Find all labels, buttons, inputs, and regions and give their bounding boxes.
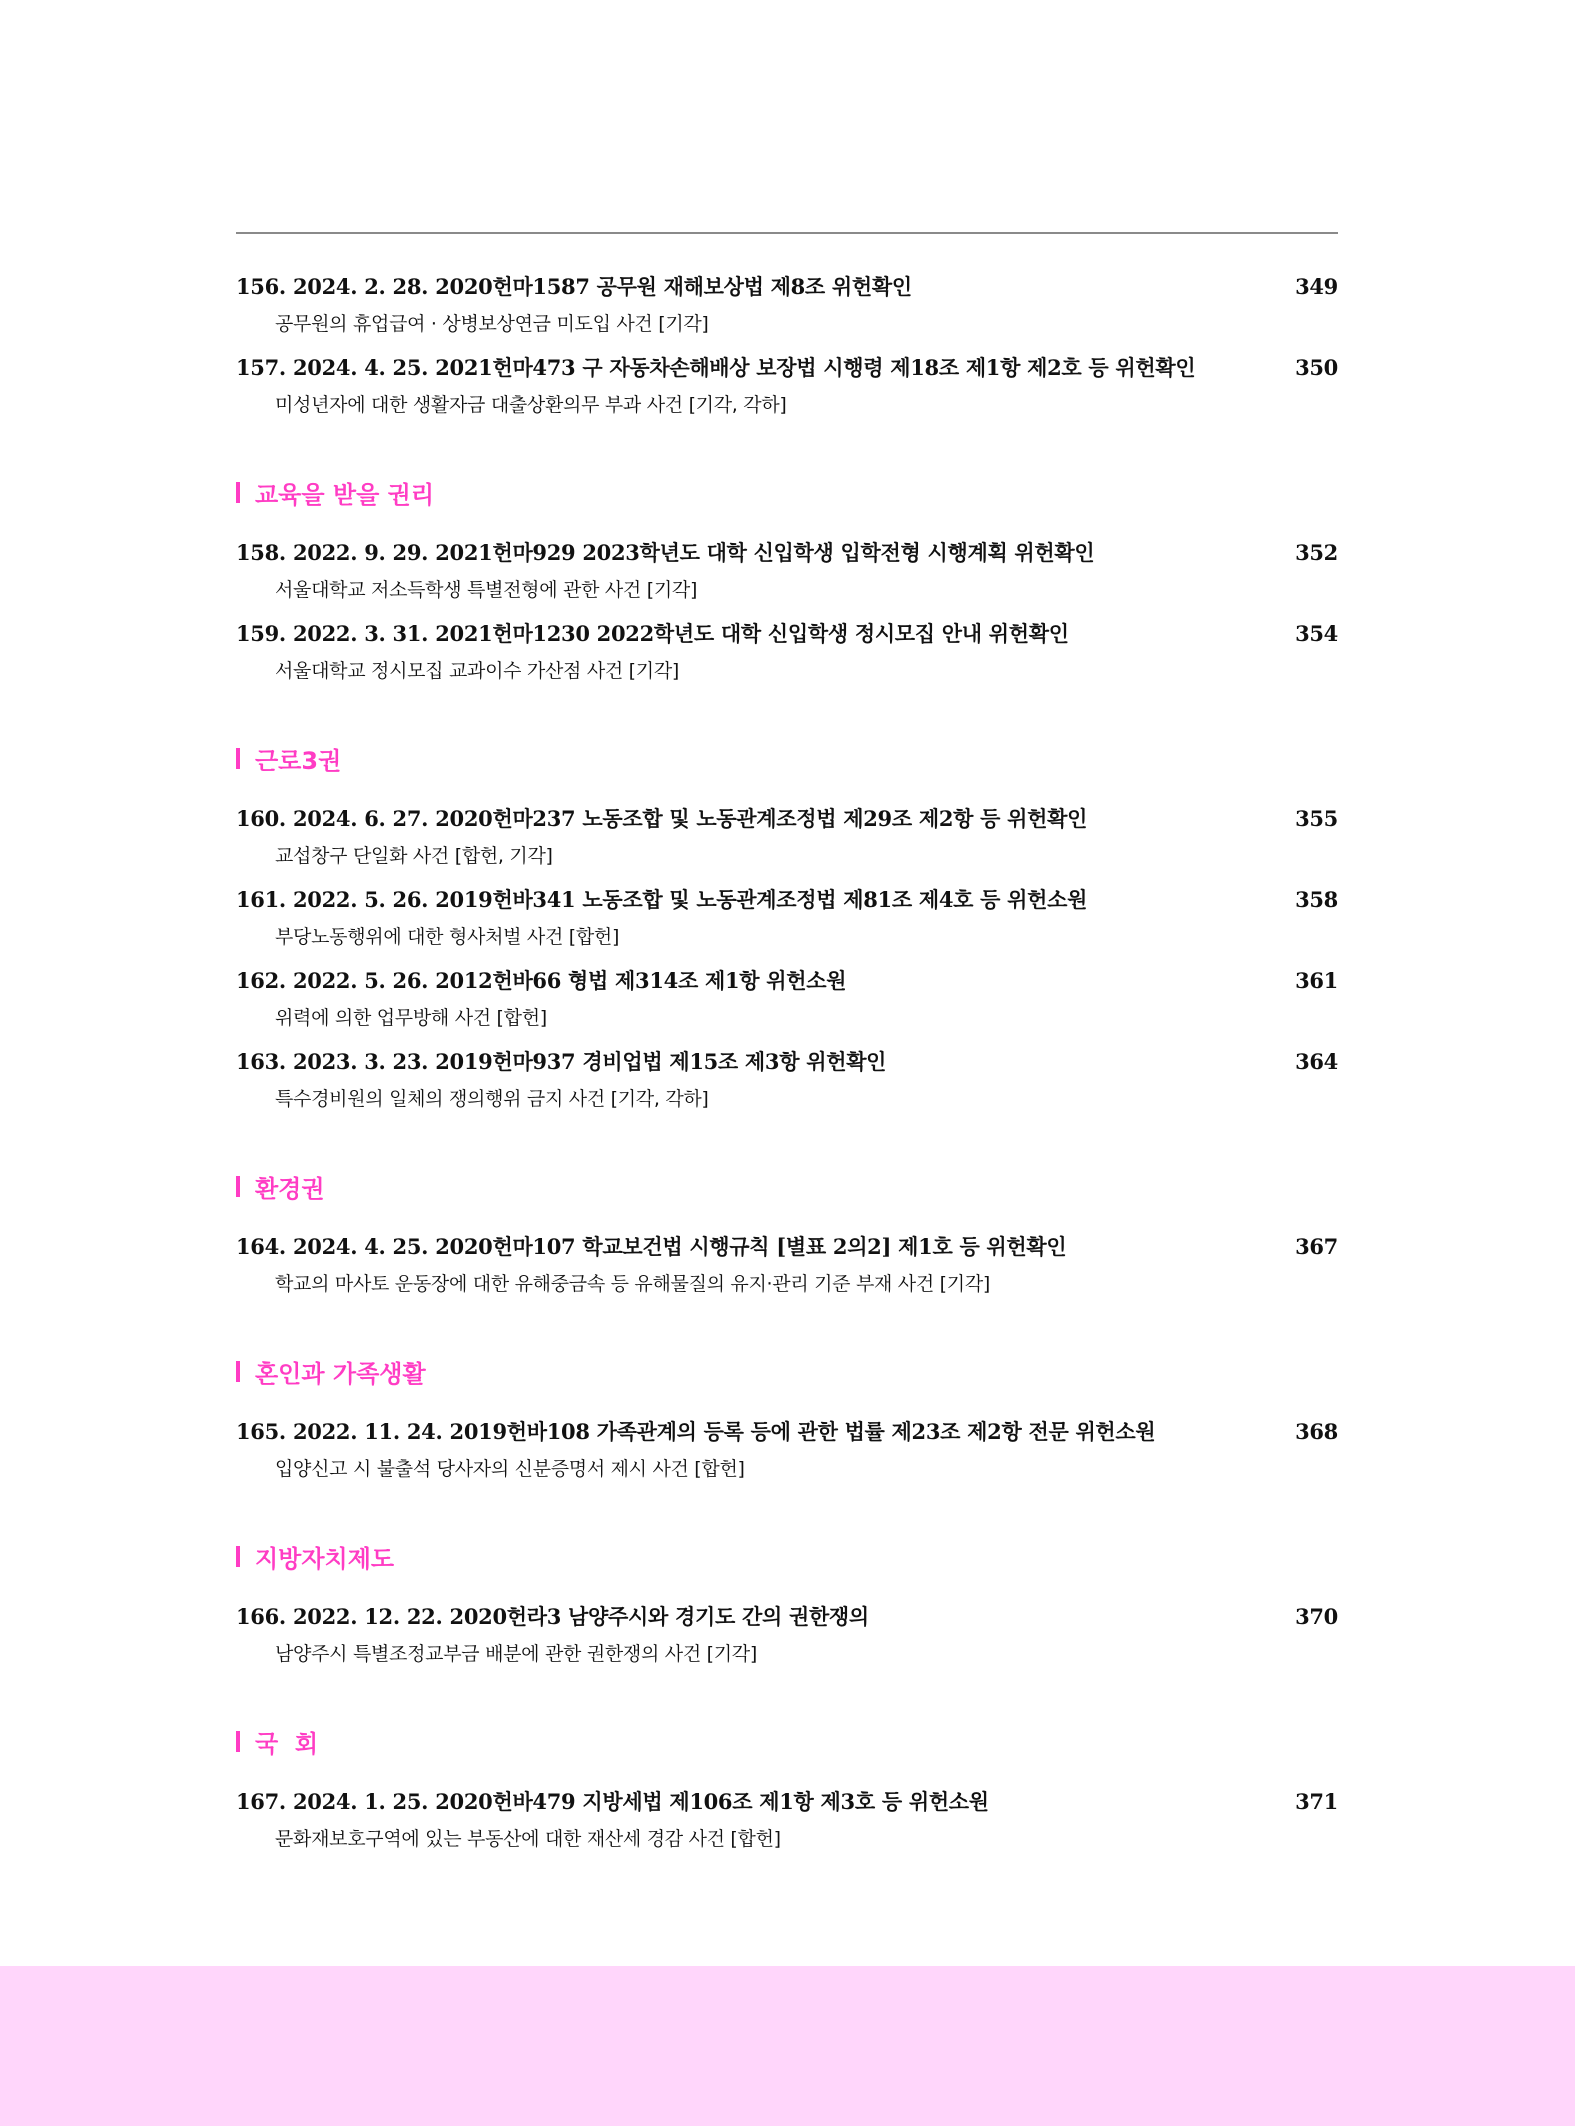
case-title: 164. 2024. 4. 25. 2020헌마107 학교보건법 시행규칙 [별표 2의2] 제1호 등 위헌확인	[236, 1234, 1067, 1259]
toc-entry[interactable]	[236, 538, 1338, 604]
section-heading	[236, 475, 1338, 510]
toc-entry-line	[236, 1787, 1338, 1817]
page-number: 364	[1295, 1049, 1338, 1074]
case-summary: 위력에 의한 업무방해 사건 [합헌]	[275, 1007, 547, 1029]
toc-entry[interactable]	[236, 804, 1338, 870]
toc-entry-line	[236, 272, 1338, 302]
page-number: 349	[1295, 274, 1338, 299]
section-heading	[236, 1539, 1338, 1574]
case-summary: 입양신고 시 불출석 당사자의 신분증명서 제시 사건 [합헌]	[275, 1458, 745, 1480]
toc-entry[interactable]	[236, 1787, 1338, 1853]
page-number: 368	[1295, 1419, 1338, 1444]
section-marker	[236, 1546, 240, 1567]
case-title: 161. 2022. 5. 26. 2019헌바341 노동조합 및 노동관계조정법 제81조 제4호 등 위헌소원	[236, 887, 1088, 912]
case-title: 157. 2024. 4. 25. 2021헌마473 구 자동차손해배상 보장법 시행령 제18조 제1항 제2호 등 위헌확인	[236, 355, 1196, 380]
page-number: 355	[1295, 806, 1338, 831]
page-number: 370	[1295, 1604, 1338, 1629]
case-summary: 교섭창구 단일화 사건 [합헌, 기각]	[275, 845, 553, 867]
section-heading	[236, 1354, 1338, 1389]
case-title: 160. 2024. 6. 27. 2020헌마237 노동조합 및 노동관계조정법 제29조 제2항 등 위헌확인	[236, 806, 1088, 831]
toc-entry-line	[236, 1232, 1338, 1262]
section-heading	[236, 741, 1338, 776]
case-summary: 특수경비원의 일체의 쟁의행위 금지 사건 [기각, 각하]	[275, 1088, 709, 1110]
top-divider	[236, 232, 1338, 234]
toc-entry-line	[236, 804, 1338, 834]
case-title: 165. 2022. 11. 24. 2019헌바108 가족관계의 등록 등에 관한 법률 제23조 제2항 전문 위헌소원	[236, 1419, 1156, 1444]
case-summary: 미성년자에 대한 생활자금 대출상환의무 부과 사건 [기각, 각하]	[275, 394, 787, 416]
case-title: 167. 2024. 1. 25. 2020헌바479 지방세법 제106조 제1항 제3호 등 위헌소원	[236, 1789, 989, 1814]
page-number: 352	[1295, 540, 1338, 565]
case-summary: 부당노동행위에 대한 형사처벌 사건 [합헌]	[275, 926, 620, 948]
section-marker	[236, 482, 240, 503]
toc-entry-line	[236, 619, 1338, 649]
toc-entry[interactable]	[236, 353, 1338, 419]
section-title: 환경권	[255, 1175, 325, 1203]
case-title: 163. 2023. 3. 23. 2019헌마937 경비업법 제15조 제3항 위헌확인	[236, 1049, 887, 1074]
case-title: 158. 2022. 9. 29. 2021헌마929 2023학년도 대학 신입학생 입학전형 시행계획 위헌확인	[236, 540, 1095, 565]
toc-entry[interactable]	[236, 885, 1338, 951]
case-summary: 서울대학교 정시모집 교과이수 가산점 사건 [기각]	[275, 660, 680, 682]
section-title: 국 회	[255, 1730, 319, 1758]
toc-entry[interactable]	[236, 272, 1338, 338]
section-marker	[236, 1731, 240, 1752]
toc-entry-line	[236, 966, 1338, 996]
toc-entry[interactable]	[236, 966, 1338, 1032]
section-title: 지방자치제도	[255, 1545, 395, 1573]
case-summary: 학교의 마사토 운동장에 대한 유해중금속 등 유해물질의 유지·관리 기준 부재 사건 [기각]	[275, 1273, 990, 1295]
section-marker	[236, 748, 240, 769]
page-number: 361	[1295, 968, 1338, 993]
toc-entry-line	[236, 1417, 1338, 1447]
case-title: 162. 2022. 5. 26. 2012헌바66 형법 제314조 제1항 위헌소원	[236, 968, 847, 993]
section-heading	[236, 1724, 1338, 1759]
section-marker	[236, 1361, 240, 1382]
toc-entry[interactable]	[236, 1602, 1338, 1668]
page-number: 371	[1295, 1789, 1338, 1814]
case-title: 166. 2022. 12. 22. 2020헌라3 남양주시와 경기도 간의 권한쟁의	[236, 1604, 869, 1629]
toc-entry-line	[236, 1602, 1338, 1632]
page-number: 367	[1295, 1234, 1338, 1259]
section-title: 혼인과 가족생활	[255, 1360, 426, 1388]
case-summary: 남양주시 특별조정교부금 배분에 관한 권한쟁의 사건 [기각]	[275, 1643, 757, 1665]
page-number: 354	[1295, 621, 1338, 646]
section-title: 근로3권	[255, 747, 342, 775]
toc-entry-line	[236, 1047, 1338, 1077]
toc-entry[interactable]	[236, 1232, 1338, 1298]
table-of-contents	[236, 232, 1338, 1868]
section-marker	[236, 1176, 240, 1197]
case-summary: 서울대학교 저소득학생 특별전형에 관한 사건 [기각]	[275, 579, 698, 601]
toc-entry[interactable]	[236, 1047, 1338, 1113]
case-title: 159. 2022. 3. 31. 2021헌마1230 2022학년도 대학 신입학생 정시모집 안내 위헌확인	[236, 621, 1069, 646]
toc-body	[236, 272, 1338, 1853]
case-summary: 문화재보호구역에 있는 부동산에 대한 재산세 경감 사건 [합헌]	[275, 1828, 781, 1850]
page-number: 350	[1295, 355, 1338, 380]
toc-entry[interactable]	[236, 1417, 1338, 1483]
toc-entry-line	[236, 538, 1338, 568]
page-number: 358	[1295, 887, 1338, 912]
case-title: 156. 2024. 2. 28. 2020헌마1587 공무원 재해보상법 제8조 위헌확인	[236, 274, 912, 299]
toc-entry[interactable]	[236, 619, 1338, 685]
case-summary: 공무원의 휴업급여 · 상병보상연금 미도입 사건 [기각]	[275, 313, 709, 335]
toc-entry-line	[236, 885, 1338, 915]
section-title: 교육을 받을 권리	[255, 481, 434, 509]
footer-band	[0, 1966, 1575, 2126]
section-heading	[236, 1169, 1338, 1204]
toc-entry-line	[236, 353, 1338, 383]
